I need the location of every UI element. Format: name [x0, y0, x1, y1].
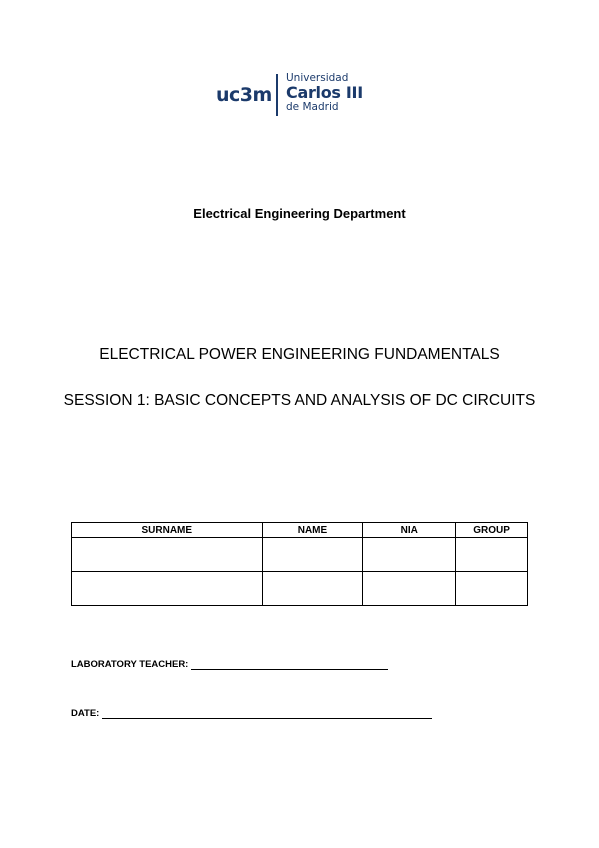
surname-cell[interactable]	[72, 572, 263, 606]
date-label: DATE:	[71, 708, 100, 719]
table-row	[72, 572, 528, 606]
logo-divider	[276, 74, 278, 116]
nia-cell[interactable]	[363, 538, 456, 572]
laboratory-teacher-field	[71, 657, 388, 670]
logo-university-name	[286, 72, 363, 113]
course-title: ELECTRICAL POWER ENGINEERING FUNDAMENTALS	[99, 346, 500, 363]
header-name: NAME	[262, 523, 363, 538]
laboratory-teacher-blank[interactable]	[191, 657, 388, 670]
header-group: GROUP	[456, 523, 528, 538]
table-header-row	[72, 523, 528, 538]
logo-line-1: Universidad	[286, 72, 349, 84]
header-surname: SURNAME	[72, 523, 263, 538]
nia-cell[interactable]	[363, 572, 456, 606]
logo-line-3: de Madrid	[286, 101, 339, 113]
group-cell[interactable]	[456, 538, 528, 572]
group-cell[interactable]	[456, 572, 528, 606]
university-logo	[216, 72, 366, 118]
session-title: SESSION 1: BASIC CONCEPTS AND ANALYSIS OF DC CIRCUITS	[63, 392, 536, 409]
student-info-table	[71, 522, 528, 606]
name-cell[interactable]	[262, 538, 363, 572]
header-nia: NIA	[363, 523, 456, 538]
department-name: Electrical Engineering Department	[193, 206, 406, 221]
name-cell[interactable]	[262, 572, 363, 606]
table-row	[72, 538, 528, 572]
laboratory-teacher-label: LABORATORY TEACHER:	[71, 659, 189, 670]
date-blank[interactable]	[102, 706, 432, 719]
logo-short: uc3m	[216, 84, 272, 106]
surname-cell[interactable]	[72, 538, 263, 572]
date-field	[71, 706, 432, 719]
logo-line-2: Carlos III	[286, 83, 363, 102]
